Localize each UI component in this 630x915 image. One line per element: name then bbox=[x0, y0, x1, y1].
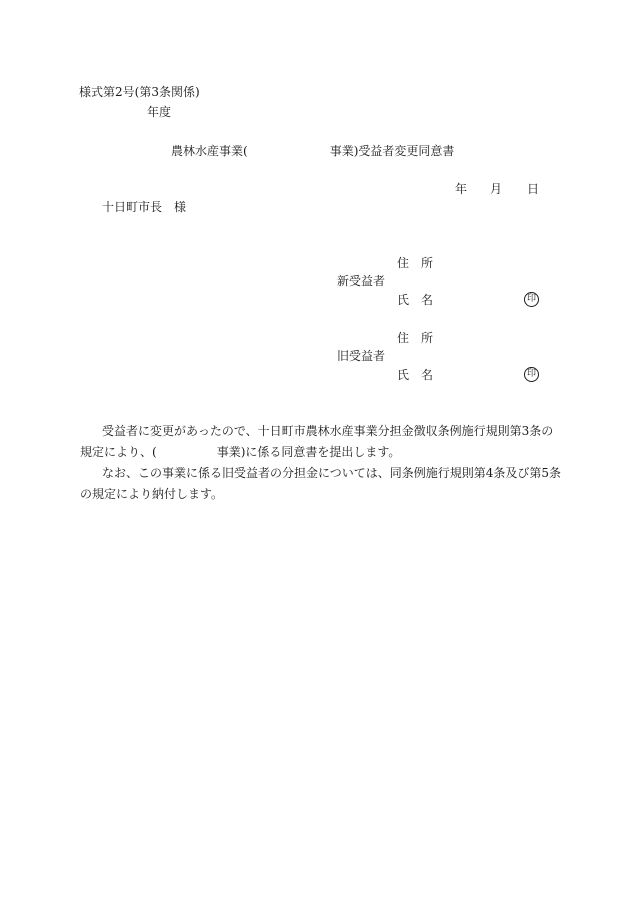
new-beneficiary-label: 新受益者 bbox=[337, 274, 386, 288]
title-suffix: 事業)受益者変更同意書 bbox=[329, 144, 455, 158]
old-beneficiary-seal: 印 bbox=[524, 367, 539, 382]
date-month: 月 bbox=[490, 182, 503, 196]
body-line-2-suffix: 事業)に係る同意書を提出します。 bbox=[216, 445, 401, 459]
fiscal-year-label: 年度 bbox=[147, 105, 172, 119]
new-beneficiary-seal: 印 bbox=[524, 292, 539, 307]
title-prefix: 農林水産事業( bbox=[171, 144, 248, 158]
body-line-4: の規定により納付します。 bbox=[80, 487, 224, 501]
body-line-1: 受益者に変更があったので、十日町市農林水産事業分担金徴収条例施行規則第3条の bbox=[102, 424, 554, 438]
old-beneficiary-name-label: 氏 名 bbox=[397, 368, 434, 382]
new-beneficiary-name-label: 氏 名 bbox=[397, 293, 434, 307]
form-label: 様式第2号(第3条関係) bbox=[79, 85, 200, 99]
addressee: 十日町市長 様 bbox=[102, 200, 187, 214]
old-beneficiary-address-label: 住 所 bbox=[397, 331, 434, 345]
body-line-2-prefix: 規定により、( bbox=[80, 445, 157, 459]
date-year: 年 bbox=[455, 182, 468, 196]
new-beneficiary-address-label: 住 所 bbox=[397, 256, 434, 270]
body-line-2 bbox=[80, 442, 560, 463]
body-line-3: なお、この事業に係る旧受益者の分担金については、同条例施行規則第4条及び第5条 bbox=[102, 466, 562, 480]
date-day: 日 bbox=[527, 182, 540, 196]
document-title bbox=[171, 143, 454, 159]
old-beneficiary-label: 旧受益者 bbox=[337, 349, 386, 363]
body-text bbox=[80, 421, 560, 505]
